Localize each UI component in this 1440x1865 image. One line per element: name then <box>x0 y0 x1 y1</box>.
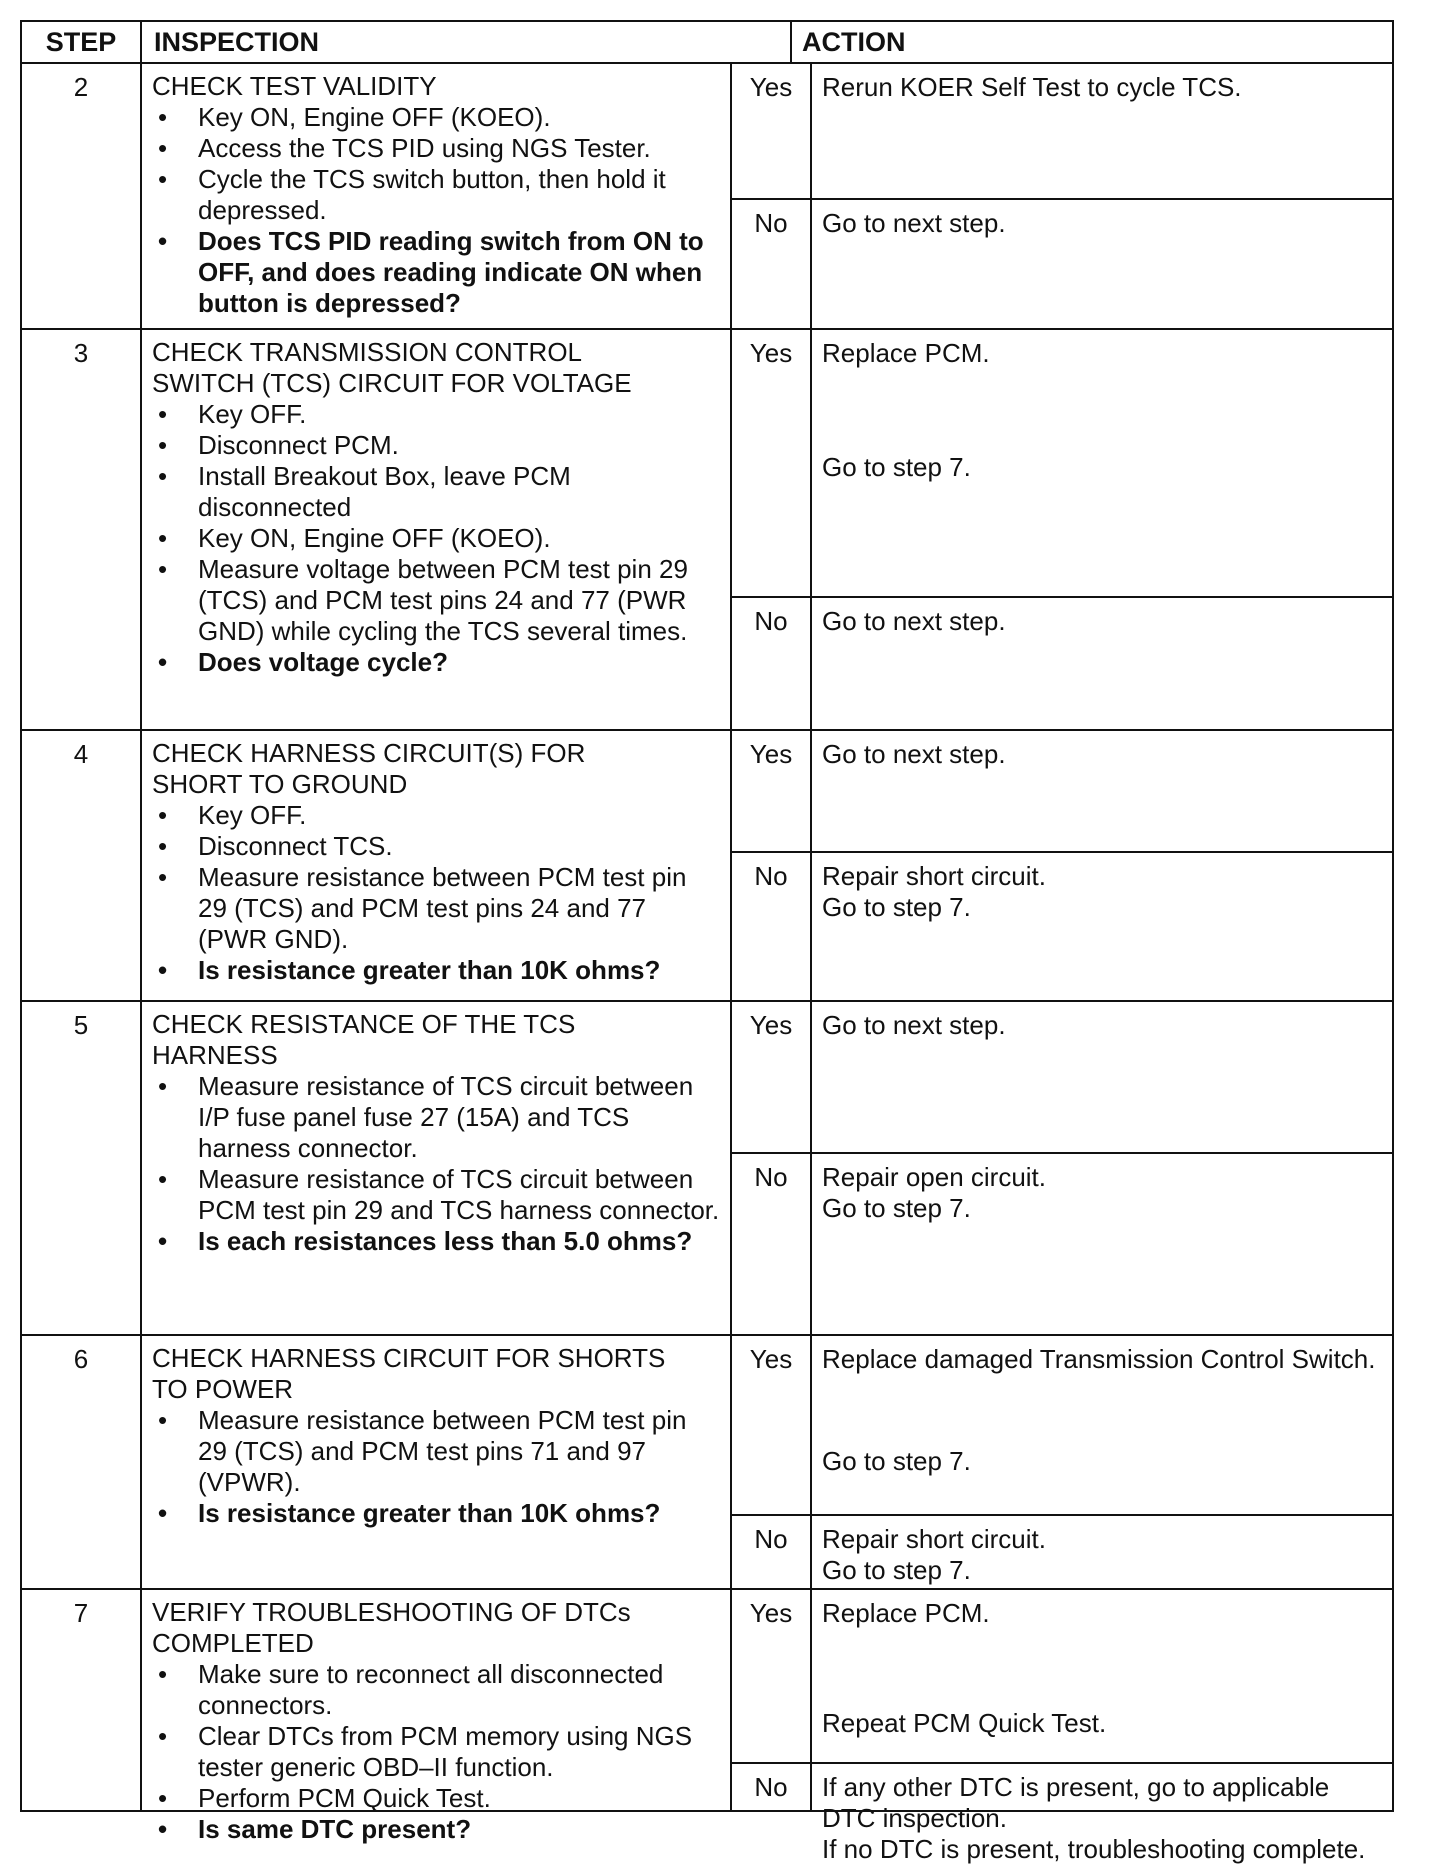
header-action: ACTION <box>790 20 1394 64</box>
action-line: Replace damaged Transmission Control Switch. <box>822 1344 1376 1374</box>
step-number: 4 <box>20 729 142 1002</box>
inspection-bullet: • Make sure to reconnect all disconnected connectors. <box>152 1659 720 1721</box>
inspection-cell <box>140 328 732 731</box>
inspection-cell <box>140 1334 732 1590</box>
no-label: No <box>730 1762 812 1812</box>
yes-action <box>810 1588 1394 1764</box>
inspection-bullet: • Perform PCM Quick Test. <box>152 1783 720 1814</box>
inspection-bullet: • Measure resistance between PCM test pin 29 (TCS) and PCM test pins 71 and 97 (VPWR). <box>152 1405 720 1498</box>
yes-label: Yes <box>730 62 812 200</box>
no-action <box>810 1762 1394 1864</box>
step-number: 3 <box>20 328 142 731</box>
inspection-bullet: • Measure resistance of TCS circuit between PCM test pin 29 and TCS harness connector. <box>152 1164 720 1226</box>
no-label: No <box>730 851 812 1002</box>
yes-action <box>810 1334 1394 1516</box>
action-line: Repair open circuit. <box>822 1162 1046 1192</box>
yes-label: Yes <box>730 328 812 598</box>
no-label: No <box>730 198 812 330</box>
inspection-title: CHECK RESISTANCE OF THE TCS <box>152 1009 576 1039</box>
no-action <box>810 851 1394 1002</box>
yes-label: Yes <box>730 1000 812 1154</box>
step-number: 5 <box>20 1000 142 1336</box>
action-line: Go to step 7. <box>822 1193 971 1223</box>
yes-label: Yes <box>730 1334 812 1516</box>
action-line: Replace PCM. <box>822 338 990 368</box>
action-line: Go to next step. <box>822 739 1006 769</box>
inspection-title: CHECK TRANSMISSION CONTROL <box>152 337 583 367</box>
action-line: Repair short circuit. <box>822 1524 1046 1554</box>
inspection-title: COMPLETED <box>152 1628 314 1658</box>
no-action <box>810 596 1394 731</box>
inspection-title: HARNESS <box>152 1040 278 1070</box>
no-action <box>810 1514 1394 1590</box>
inspection-cell <box>140 1000 732 1336</box>
inspection-bullet: • Cycle the TCS switch button, then hold it depressed. <box>152 164 720 226</box>
inspection-question: • Does TCS PID reading switch from ON to OFF, and does reading indicate ON when button is depressed? <box>152 226 720 319</box>
step-number: 2 <box>20 62 142 330</box>
inspection-bullet: • Disconnect TCS. <box>152 831 720 862</box>
action-line: Go to step 7. <box>822 892 971 922</box>
action-line: Go to step 7. <box>822 1446 971 1476</box>
inspection-bullet: • Install Breakout Box, leave PCM disconnected <box>152 461 720 523</box>
step-row <box>20 62 1394 330</box>
action-line: Go to step 7. <box>822 452 971 482</box>
inspection-question: • Is each resistances less than 5.0 ohms? <box>152 1226 720 1257</box>
inspection-question: • Is resistance greater than 10K ohms? <box>152 955 720 986</box>
inspection-title: SHORT TO GROUND <box>152 769 408 799</box>
inspection-list <box>152 1405 720 1529</box>
inspection-list <box>152 1071 720 1257</box>
inspection-list <box>152 800 720 986</box>
yes-label: Yes <box>730 1588 812 1764</box>
step-row <box>20 1334 1394 1590</box>
inspection-title: CHECK TEST VALIDITY <box>152 71 437 101</box>
inspection-bullet: • Access the TCS PID using NGS Tester. <box>152 133 720 164</box>
inspection-list <box>152 399 720 678</box>
header-inspection: INSPECTION <box>140 20 792 64</box>
inspection-bullet: • Measure voltage between PCM test pin 29 (TCS) and PCM test pins 24 and 77 (PWR GND) while cycling the TCS several times. <box>152 554 720 647</box>
action-line: Go to next step. <box>822 606 1006 636</box>
action-line: Repeat PCM Quick Test. <box>822 1708 1107 1738</box>
action-line: Go to next step. <box>822 1010 1006 1040</box>
action-line: If any other DTC is present, go to applicable DTC inspection. <box>822 1772 1330 1833</box>
inspection-title: TO POWER <box>152 1374 294 1404</box>
yes-action <box>810 1000 1394 1154</box>
no-label: No <box>730 1152 812 1336</box>
step-row <box>20 729 1394 1002</box>
inspection-bullet: • Measure resistance of TCS circuit between I/P fuse panel fuse 27 (15A) and TCS harness connector. <box>152 1071 720 1164</box>
yes-label: Yes <box>730 729 812 853</box>
no-action <box>810 198 1394 330</box>
inspection-bullet: • Key ON, Engine OFF (KOEO). <box>152 523 720 554</box>
inspection-cell <box>140 729 732 1002</box>
inspection-list <box>152 1659 720 1845</box>
action-line: Replace PCM. <box>822 1598 990 1628</box>
inspection-title: VERIFY TROUBLESHOOTING OF DTCs <box>152 1597 631 1627</box>
yes-action <box>810 62 1394 200</box>
inspection-cell <box>140 62 732 330</box>
inspection-question: • Does voltage cycle? <box>152 647 720 678</box>
step-row <box>20 1000 1394 1336</box>
inspection-question: • Is same DTC present? <box>152 1814 720 1845</box>
inspection-bullet: • Key ON, Engine OFF (KOEO). <box>152 102 720 133</box>
action-line: Rerun KOER Self Test to cycle TCS. <box>822 72 1242 102</box>
header-step: STEP <box>20 20 142 64</box>
action-line: If no DTC is present, troubleshooting complete. <box>822 1834 1366 1864</box>
step-number: 6 <box>20 1334 142 1590</box>
yes-action <box>810 729 1394 853</box>
inspection-title: CHECK HARNESS CIRCUIT FOR SHORTS <box>152 1343 666 1373</box>
yes-action <box>810 328 1394 598</box>
inspection-list <box>152 102 720 319</box>
inspection-title: SWITCH (TCS) CIRCUIT FOR VOLTAGE <box>152 368 632 398</box>
step-row <box>20 328 1394 731</box>
step-row <box>20 1588 1394 1864</box>
action-line: Go to step 7. <box>822 1555 971 1585</box>
inspection-question: • Is resistance greater than 10K ohms? <box>152 1498 720 1529</box>
inspection-bullet: • Key OFF. <box>152 800 720 831</box>
action-line: Repair short circuit. <box>822 861 1046 891</box>
action-line: Go to next step. <box>822 208 1006 238</box>
inspection-bullet: • Disconnect PCM. <box>152 430 720 461</box>
no-label: No <box>730 596 812 731</box>
no-label: No <box>730 1514 812 1590</box>
step-number: 7 <box>20 1588 142 1812</box>
inspection-bullet: • Clear DTCs from PCM memory using NGS tester generic OBD–II function. <box>152 1721 720 1783</box>
inspection-bullet: • Measure resistance between PCM test pin 29 (TCS) and PCM test pins 24 and 77 (PWR GND). <box>152 862 720 955</box>
inspection-cell <box>140 1588 732 1844</box>
no-action <box>810 1152 1394 1336</box>
inspection-bullet: • Key OFF. <box>152 399 720 430</box>
inspection-title: CHECK HARNESS CIRCUIT(S) FOR <box>152 738 586 768</box>
